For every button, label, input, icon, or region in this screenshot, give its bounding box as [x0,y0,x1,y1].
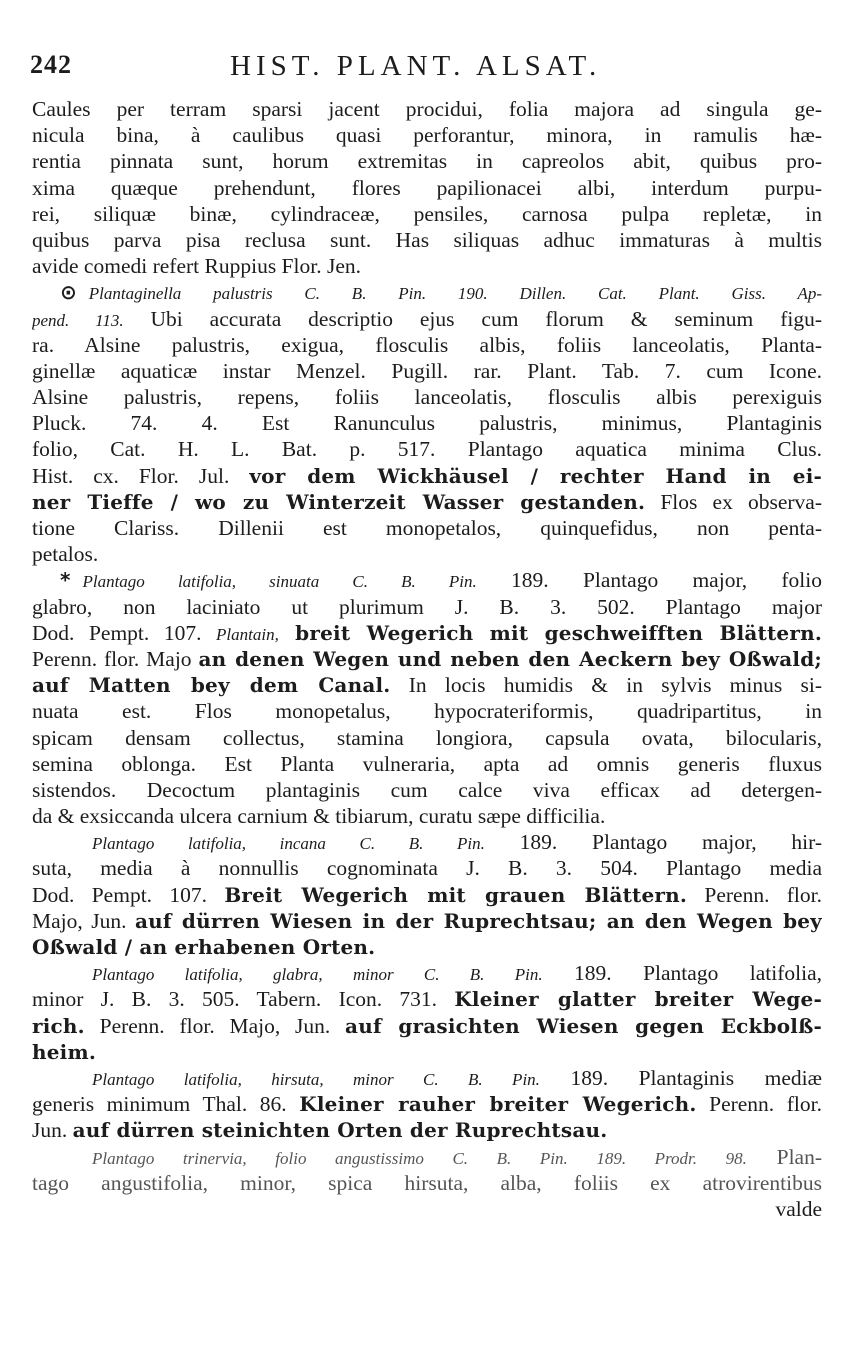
text-run: avide comedi refert Ruppius Flor. Jen. [32,254,361,279]
text-line [32,567,822,593]
page-header [30,50,830,90]
text-line [32,410,822,436]
text-line [32,515,822,541]
text-line [32,698,822,724]
text-line [32,148,822,174]
text-line [32,725,822,751]
text-run: 189. Plantaginis mediæ [539,1065,822,1090]
text-run: Pluck. 74. 4. Est Ranunculus palustris, minimus, Plantaginis [32,411,822,436]
text-line [32,960,822,986]
text-run: sistendos. Decoctum plantaginis cum calce viva efficax ad detergen- [32,777,822,802]
text-run: tione Clariss. Dillenii est monopetalos, quinquefidus, non penta- [32,516,822,540]
text-run: Dod. Pempt. 107. [32,882,225,907]
text-run: xima quæque prehendunt, flores papilionacei albi, interdum purpu- [32,175,822,200]
text-line [32,1196,822,1222]
text-run: Flos ex observa- [645,489,822,514]
body-text [32,96,822,1222]
text-run: rei, siliquæ binæ, cylindraceæ, pensiles, carnosa pulpa repletæ, in [32,201,822,226]
fraktur-text: auf Matten bey dem Canal. [32,673,391,698]
species-citation: Plantago trinervia, folio angustissimo C. B. Pin. 189. Prodr. 98. [92,1148,747,1168]
page-number: 242 [30,50,72,79]
text-line [32,646,822,672]
text-line [32,1144,822,1170]
text-line [32,777,822,803]
text-line [32,855,822,881]
text-line [32,934,822,960]
fraktur-text: an denen Wegen und neben den Aeckern bey Oßwald; [198,646,822,671]
text-line [32,463,822,489]
fraktur-text: vor dem Wickhäusel / rechter Hand in ei- [249,463,822,488]
text-run: Caules per terram sparsi jacent procidui, folia majora ad singula ge- [32,97,822,121]
text-run: quibus parva pisa reclusa sunt. Has siliquas adhuc immaturas à multis [32,227,822,252]
text-run: 189. Plantago major, hir- [484,830,822,855]
text-line [32,436,822,462]
text-line [32,279,822,305]
text-line [32,201,822,227]
text-run: valde [775,1196,822,1221]
text-line [32,253,822,279]
text-line [32,594,822,620]
text-run: Alsine palustris, repens, foliis lanceolatis, flosculis albis perexiguis [32,385,822,410]
text-run: ra. Alsine palustris, exigua, flosculis albis, foliis lanceolatis, Planta- [32,332,822,357]
fraktur-text: rich. [32,1013,85,1038]
text-line [32,175,822,201]
text-line [32,908,822,934]
text-line [32,96,822,122]
text-run: minor J. B. 3. 505. Tabern. Icon. 731. [32,987,455,1012]
text-run: 189. Plantago latifolia, [542,961,822,986]
text-line [32,122,822,148]
text-run: glabro, non laciniato ut plurimum J. B. 3. 502. Plantago major [32,594,822,619]
species-citation: Plantago latifolia, glabra, minor C. B. Pin. [92,965,543,985]
text-line [32,803,822,829]
text-line [32,1170,822,1196]
fraktur-text: breit Wegerich mit geschweifften Blättern. [278,620,822,645]
fraktur-text: auf dürren Wiesen in der Ruprechtsau; an den Wegen bey [134,908,822,933]
text-line [32,358,822,384]
text-run: Perenn. flor. [687,882,822,907]
species-citation: Plantago latifolia, incana C. B. Pin. [92,834,485,854]
text-run: Plan- [746,1144,822,1169]
species-citation: Plantago latifolia, sinuata C. B. Pin. [82,572,477,592]
fraktur-text: heim. [32,1039,96,1064]
entry-symbol: * [60,568,71,593]
running-title: HIST. PLANT. ALSAT. [230,50,602,82]
text-run: spicam densam collectus, stamina longiora, capsula ovata, bilocularis, [32,725,822,750]
text-line [32,986,822,1012]
fraktur-text: ner Tieffe / wo zu Winterzeit Wasser gestanden. [32,489,646,514]
text-line [32,1117,822,1143]
text-run: rentia pinnata sunt, horum extremitas in capreolos abit, quibus pro- [32,149,822,174]
text-line [32,1065,822,1091]
text-line [32,541,822,567]
fraktur-text: auf grasichten Wiesen gegen Eckbolß- [345,1013,822,1038]
entry-symbol: ⊙ [60,280,77,305]
text-line [32,1039,822,1065]
text-run: Majo, Jun. [32,908,135,933]
species-citation: Plantain, [216,624,279,644]
text-run: Dod. Pempt. 107. [32,620,217,645]
text-line [32,672,822,698]
text-line [32,751,822,777]
text-run: 189. Plantago major, folio [476,568,822,593]
fraktur-text: Kleiner glatter breiter Wege- [454,987,822,1012]
text-run: Perenn. flor. Majo [32,646,199,671]
text-run: generis minimum Thal. 86. [32,1092,300,1117]
text-line [32,829,822,855]
text-run: Hist. cx. Flor. Jul. [32,463,250,488]
text-run: nicula bina, à caulibus quasi perforantur, minora, in ramulis hæ- [32,123,822,148]
text-line [32,882,822,908]
fraktur-text: Oßwald / an erhabenen Orten. [32,935,376,959]
species-citation: Plantago latifolia, hirsuta, minor C. B. Pin. [92,1069,540,1089]
text-line [32,306,822,332]
text-run: petalos. [32,542,99,567]
text-run: Ubi accurata descriptio ejus cum florum & seminum figu- [123,306,822,331]
fraktur-text: Kleiner rauher breiter Wegerich. [299,1092,697,1117]
text-run: suta, media à nonnullis cognominata J. B. 3. 504. Plantago media [32,856,822,881]
text-line [32,489,822,515]
text-run: folio, Cat. H. L. Bat. p. 517. Plantago aquatica minima Clus. [32,437,822,462]
text-run: tago angustifolia, minor, spica hirsuta, alba, foliis ex atrovirentibus [32,1170,822,1195]
text-line [32,227,822,253]
text-line [32,1013,822,1039]
text-run: In locis humidis & in sylvis minus si- [390,673,822,698]
text-run: ginellæ aquaticæ instar Menzel. Pugill. rar. Plant. Tab. 7. cum Icone. [32,358,822,383]
text-run: Perenn. flor. [696,1092,822,1117]
fraktur-text: Breit Wegerich mit grauen Blättern. [224,882,688,907]
species-citation: Plantaginella palustris C. B. Pin. 190. Dillen. Cat. Plant. Giss. Ap- [88,284,822,304]
text-run: Perenn. flor. Majo, Jun. [84,1013,346,1038]
text-line [32,620,822,646]
text-run: da & exsiccanda ulcera carnium & tibiarum, curatu sæpe difficilia. [32,804,606,829]
text-line [32,384,822,410]
text-line [32,1091,822,1117]
species-citation: pend. 113. [32,310,124,330]
text-run: nuata est. Flos monopetalus, hypocrateriformis, quadripartitus, in [32,699,822,724]
text-line [32,332,822,358]
text-run: Jun. [32,1118,73,1143]
text-run: semina oblonga. Est Planta vulneraria, apta ad omnis generis fluxus [32,751,822,776]
fraktur-text: auf dürren steinichten Orten der Ruprechtsau. [72,1118,608,1143]
